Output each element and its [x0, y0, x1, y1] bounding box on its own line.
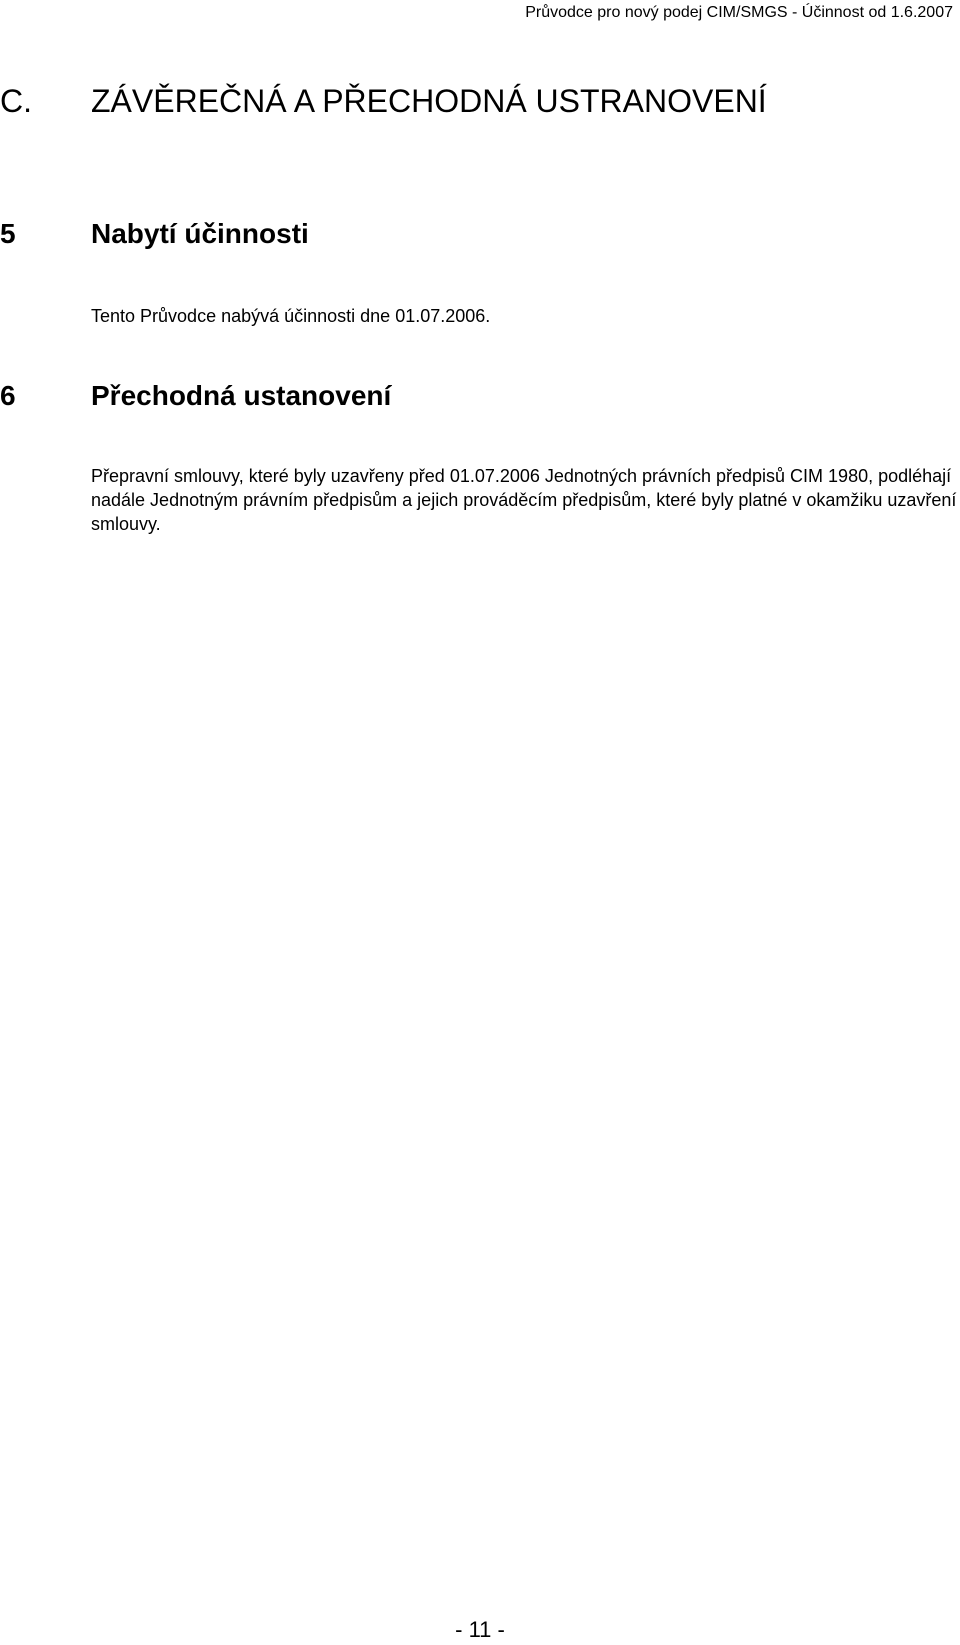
chapter-5-number: 5: [0, 218, 16, 249]
chapter-6-heading: [0, 380, 391, 412]
running-header: Průvodce pro nový podej CIM/SMGS - Účinnost od 1.6.2007: [525, 4, 953, 21]
section-title-text: ZÁVĚREČNÁ A PŘECHODNÁ USTRANOVENÍ: [91, 83, 767, 119]
chapter-6-paragraph: Přepravní smlouvy, které byly uzavřeny před 01.07.2006 Jednotných právních předpisů CIM 1980, podléhají nadále Jednotným právním předpisům a jejich prováděcím předpisům, které byly platné v okamžiku uzavření smlouvy.: [91, 466, 957, 534]
chapter-5-paragraph: Tento Průvodce nabývá účinnosti dne 01.07.2006.: [91, 306, 491, 326]
section-number: C.: [0, 83, 32, 119]
chapter-5-title: Nabytí účinnosti: [91, 218, 309, 249]
chapter-5-heading: [0, 218, 309, 250]
chapter-6-title: Přechodná ustanovení: [91, 380, 392, 411]
page-number: - 11 -: [455, 1617, 505, 1642]
section-title: [0, 83, 767, 120]
chapter-6-number: 6: [0, 380, 16, 411]
